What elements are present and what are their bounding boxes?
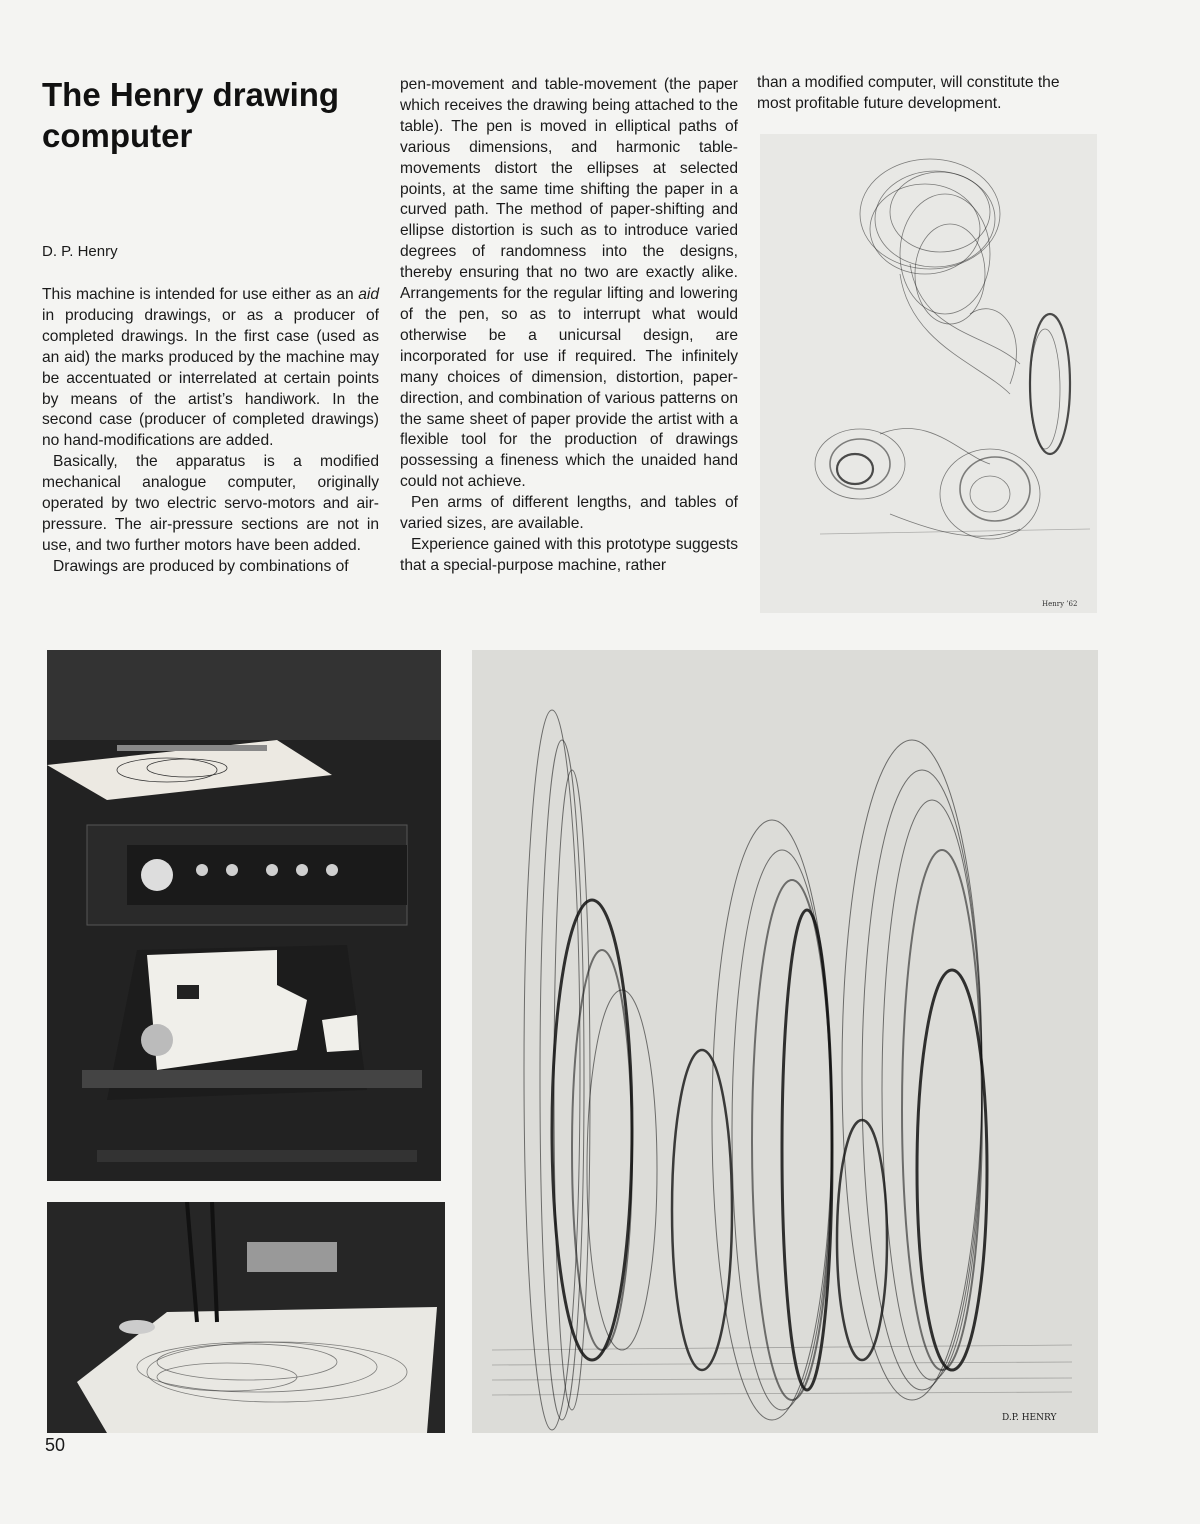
article-title: The Henry drawing computer — [42, 76, 340, 154]
paragraph: than a modified computer, will constitute the most profitable future development. — [757, 74, 1060, 112]
machine-photo — [47, 650, 441, 1181]
paragraph: Pen arms of different lengths, and tables of varied sizes, are available. — [400, 494, 738, 533]
text-column-1 — [42, 285, 379, 578]
paragraph: pen-movement and table-movement (the paper which receives the drawing being attached to the table). The pen is moved in elliptical paths of various dimensions, and harmonic table-movements distort the ellipses at selected points, at the same time shifting the paper in a curved path. The method of paper-shifting and ellipse distortion is such as to introduce varied degrees of randomness into the designs, thereby ensuring that no two are exactly alike. Arrangements for the regular lifting and lowering of the pen, so as to interrupt what would otherwise be a unicursal design, are incorporated for use if required. The infinitely many choices of dimension, distortion, paper-direction, and combination of various patterns on the same sheet of paper provide the artist with a flexible tool for the production of drawings possessing a fineness which the unaided hand could not achieve. — [400, 76, 738, 491]
signature-large: D.P. HENRY — [1002, 1413, 1057, 1423]
drawing-table-photo — [47, 1202, 445, 1433]
text-column-3 — [757, 73, 1097, 115]
paragraph: Drawings are produced by combinations of — [53, 557, 349, 575]
author-byline: D. P. Henry — [42, 243, 118, 260]
machine-drawing-figure-top — [760, 134, 1097, 613]
signature-top: Henry ’62 — [1042, 600, 1078, 608]
paragraph: Basically, the apparatus is a modified mechanical analogue computer, originally operated by two electric servo-motors and air-pressure. The air-pressure sections are not in use, and two further motors have been added. — [42, 453, 379, 554]
harmonograph-drawing-large — [472, 650, 1098, 1433]
paragraph: This machine is intended for use either as an aid in producing drawings, or as a producer of completed drawings. In the first case (used as an aid) the marks produced by the machine may be accentuated or interrelated at certain points by means of the artist’s handiwork. In the second case (producer of completed drawings) no hand-modifications are added. — [42, 286, 379, 450]
text-column-2 — [400, 75, 738, 577]
paragraph: Experience gained with this prototype suggests that a special-purpose machine, rather — [400, 535, 738, 574]
page-number: 50 — [45, 1435, 66, 1455]
